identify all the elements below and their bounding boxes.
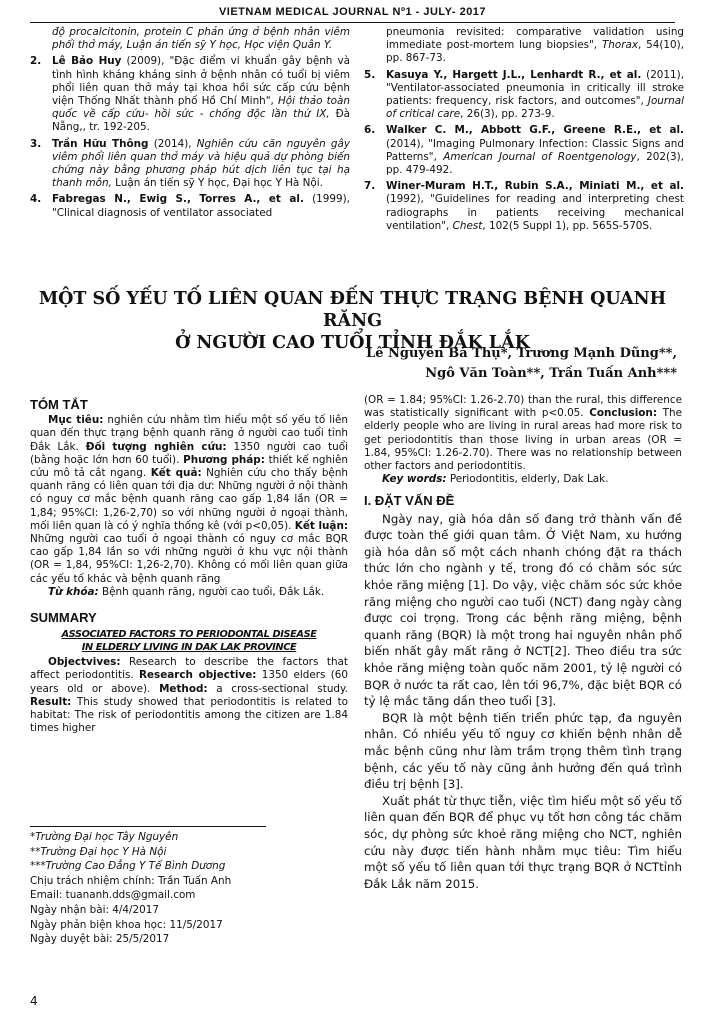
abstract-label: Conclusion: [589,407,657,420]
abstract-text: thiết kế nghiên cứu mô tả cắt ngang. [30,453,348,480]
reference-number: 7. [364,180,376,193]
keywords-label: Từ khóa: [48,585,99,598]
reference-source: Thorax [601,39,639,52]
header-rule [30,22,675,23]
reference-source: Chest [452,219,483,232]
reference-text: (2014), "Imaging Pulmonary Infection: Classic Signs and Patterns", [386,137,684,163]
reference-tail: Luận án tiến sỹ Y học, Đại học Y Hà Nội. [111,177,323,190]
footnote-rule [30,826,266,827]
author-line: Ngô Văn Toàn**, Trần Tuấn Anh*** [425,366,677,381]
section-heading-introduction: I. ĐẶT VẤN ĐỀ [364,493,455,509]
abstract-label: Kết quả: [150,467,202,480]
abstract-text: Research to describe the factors that affect periodontitis. [30,656,348,682]
reference-source: American Journal of Roentgenology [443,150,637,163]
reference-text: (1992), "Guidelines for reading and interpreting chest radiographs in patients receiving mechanical ventilation", [386,193,684,232]
abstract-text: nghiên cứu nhằm tìm hiểu một số yếu tố liên quan đến thực trạng bệnh quanh răng ở người cao tuổi tỉnh Đắk Lắk. [30,414,348,453]
affiliation: **Trường Đại học Y Hà Nội [30,845,167,858]
abstract-column [30,394,348,735]
reference-source: Journal of critical care [386,95,684,121]
reference-continuation [30,26,350,52]
abstract-text: Những người cao tuổi ở ngoại thành có nguy cơ mắc BQR cao gấp 1,84 lần so với những người ở khu vực nội thành (OR = 1,84, 95%CI: 1,26-2,70). Không có mối liên quan giữa các yếu tố khác và bệnh quanh răng [30,533,348,585]
footnotes [30,830,330,947]
english-title-line: IN ELDERLY LIVING IN DAK LAK PROVINCE [81,642,297,654]
abstract-text: a cross-sectional study. [207,682,348,695]
abstract-label: Objectvives: [48,656,121,669]
reference-item [30,193,350,219]
abstract-label: Phương pháp: [183,453,265,466]
keywords-text: Periodontitis, elderly, Dak Lak. [446,473,609,486]
reference-text: (2011), "Ventilator-associated pneumonia in critically ill stroke patients: frequency, risk factors, and outcomes", [386,68,684,108]
body-column [364,394,682,892]
reference-item [364,124,684,177]
introduction-body [364,511,682,893]
abstract-text: (OR = 1.84; 95%CI: 1.26-2.70) than the rural, this difference was statistically significant with p<0.05. [364,394,682,420]
reference-source: Nghiên cứu căn nguyên gây viêm phổi liên quan thở máy và hiệu quả dự phòng biến chứng này bằng phương pháp hút dịch liên tục tại hạ thanh môn, [52,137,350,190]
author-line: Lê Nguyễn Bá Thụ*, Trương Mạnh Dũng**, [366,346,677,361]
abstract-label: Kết luận: [294,519,348,532]
article-title-line: Ở NGƯỜI CAO TUỔI TỈNH ĐẮK LẮK [175,333,530,353]
reference-continuation-text: pneumonia revisited: comparative validation using immediate post-mortem lung biopsies", [386,26,684,52]
abstract-label: Method: [159,682,208,695]
paragraph: Ngày nay, già hóa dân số đang trở thành vấn đề được toàn thế giới quan tâm. Ở Việt Nam, xu hướng già hóa dân số một cách nhanh chóng đặt ra thách thức lớn cho ngành y tế, trong đó có chăm sóc sức khỏe răng miệng [1]. Do vậy, việc chăm sóc sức khỏe răng miệng cho người cao tuổi (NCT) đang ngày càng được coi trọng. Trong các bệnh răng miệng, bệnh quanh răng (BQR) là một trong hai nguyên nhân phổ biến nhất gây mất răng ở NCT[2]. Theo điều tra sức khỏe răng miệng toàn quốc năm 2001, tỷ lệ người có BQR ở nước ta rất cao, lên tới 96,7%, đặc biệt BQR có tỷ lệ mắc tăng dần theo tuổi [3]. [364,511,682,709]
english-abstract-continued [364,394,682,473]
reference-author: Walker C. M., Abbott G.F., Greene R.E., et al. [386,124,684,137]
date-received: Ngày nhận bài: 4/4/2017 [30,903,159,916]
journal-header: VIETNAM MEDICAL JOURNAL Nº1 - JULY- 2017 [218,6,487,18]
section-heading-summary: SUMMARY [30,610,97,626]
references-right-column [364,26,684,236]
keywords-label: Key words: [382,473,447,486]
responsible-author: Chịu trách nhiệm chính: Trần Tuấn Anh [30,874,232,887]
english-title-line: ASSOCIATED FACTORS TO PERIODONTAL DISEASE [61,629,317,641]
english-keywords [364,473,682,486]
abstract-label: Research objective: [138,669,257,682]
reference-continuation-text: độ procalcitonin, protein C phản ứng ở bệnh nhân viêm phổi thở máy, Luận án tiến sỹ Y học, Học viện Quân Y. [52,26,350,52]
abstract-text: 1350 elders (60 years old or above). [30,669,348,695]
reference-author: Trần Hữu Thông [52,137,149,150]
reference-tail: , 102(5 Suppl 1), pp. 565S-570S. [482,219,653,232]
author-list [257,344,677,384]
reference-tail: , 26(3), pp. 273-9. [460,108,555,121]
affiliation: ***Trường Cao Đẳng Y Tế Bình Dương [30,860,226,873]
paragraph: Xuất phát từ thực tiễn, việc tìm hiểu một số yếu tố liên quan đến BQR để phục vụ tốt hơn công tác chăm sóc, dự phòng sức khoẻ răng miệng cho NCT, nghiên cứu này được tiến hành nhằm mục tiêu: Tìm hiểu một số yếu tố liên quan tới thực trạng BQR ở NCTtỉnh Đắk Lắk năm 2015. [364,793,682,891]
abstract-label: Đối tượng nghiên cứu: [85,440,227,453]
abstract-label: Result: [30,695,72,708]
abstract-text: Nghiên cứu cho thấy bệnh quanh răng có liên quan tới địa dư: Những người ở nội thành có nguy cơ mắc bệnh quanh răng cao gấp 1,84 lần (OR = 1,84; 95%CI: 1,26-2,70) so với những người ở ngoại thành, mối liên quan là có ý nghĩa thống kê (với p<0,05). [30,467,348,532]
date-reviewed: Ngày phản biện khoa học: 11/5/2017 [30,918,223,931]
reference-number: 3. [30,137,42,150]
reference-text: (2014), [148,137,197,150]
vietnamese-abstract [30,414,348,586]
paragraph: BQR là một bệnh tiến triển phức tạp, đa nguyên nhân. Có nhiều yếu tố nguy cơ khiến bệnh nhân dễ mắc bệnh cũng như làm trầm trọng thêm tình trạng bệnh, các yếu tố này cũng ảnh hưởng đến quá trình điều trị bệnh [3]. [364,710,682,792]
reference-author: Kasuya Y., Hargett J.L., Lenhardt R., et al. [386,68,642,81]
page-number: 4 [30,994,38,1008]
abstract-text: The elderly people who are living in rural areas had more risk to get periodontitis than those living in urban areas (OR = 1.84, 95%CI: 1.26-2.70). There was no relationship between other factors and periodontitis. [364,407,682,473]
reference-item [364,180,684,233]
email-address: Email: tuananh.dds@gmail.com [30,889,196,902]
vietnamese-keywords [30,586,348,599]
reference-number: 4. [30,193,42,206]
affiliation: *Trường Đại học Tây Nguyên [30,831,179,843]
reference-continuation [364,26,684,66]
reference-item [30,138,350,191]
reference-number: 6. [364,124,376,137]
reference-author: Winer-Muram H.T., Rubin S.A., Miniati M., et al. [386,180,684,193]
reference-number: 5. [364,68,376,81]
reference-item [30,55,350,134]
keywords-text: Bệnh quanh răng, người cao tuổi, Đắk Lắk. [98,585,325,598]
reference-author: Lê Bảo Huy [52,55,122,68]
reference-tail: Đà Nẵng,, tr. 192-205. [52,108,350,134]
abstract-text: This study showed that periodontitis is related to habitat: The risk of periodontitis among the citizen are 1.84 times higher [30,695,348,735]
reference-text: (1999), "Clinical diagnosis of ventilator associated [52,193,350,219]
article-title-line: MỘT SỐ YẾU TỐ LIÊN QUAN ĐẾN THỰC TRẠNG BỆNH QUANH RĂNG [38,289,667,331]
english-abstract [30,656,348,735]
reference-item [364,69,684,122]
abstract-label: Mục tiêu: [48,414,104,427]
english-title [30,628,348,654]
reference-source: Hội thảo toàn quốc về cấp cứu- hồi sức - chống độc lần thứ IX, [52,95,350,121]
reference-number: 2. [30,55,42,68]
section-heading-tomtat: TÓM TẮT [30,397,88,412]
reference-author: Fabregas N., Ewig S., Torres A., et al. [52,193,304,206]
date-accepted: Ngày duyệt bài: 25/5/2017 [30,933,170,946]
references-left-column [30,26,350,223]
reference-text: (2009), "Đặc điểm vi khuẩn gây bệnh và tình hình kháng kháng sinh ở bệnh nhân có tuổi bị viêm phổi liên quan thở máy tại khoa hồi sức cấp cứu bệnh viện Thống Nhất thành phố Hồ Chí Minh", [52,55,351,108]
reference-tail: , 54(10), pp. 867-73. [386,39,684,65]
abstract-text: 1350 người cao tuổi (bằng hoặc lớn hơn 60 tuổi). [30,440,348,466]
reference-tail: , 202(3), pp. 479-492. [386,150,684,177]
